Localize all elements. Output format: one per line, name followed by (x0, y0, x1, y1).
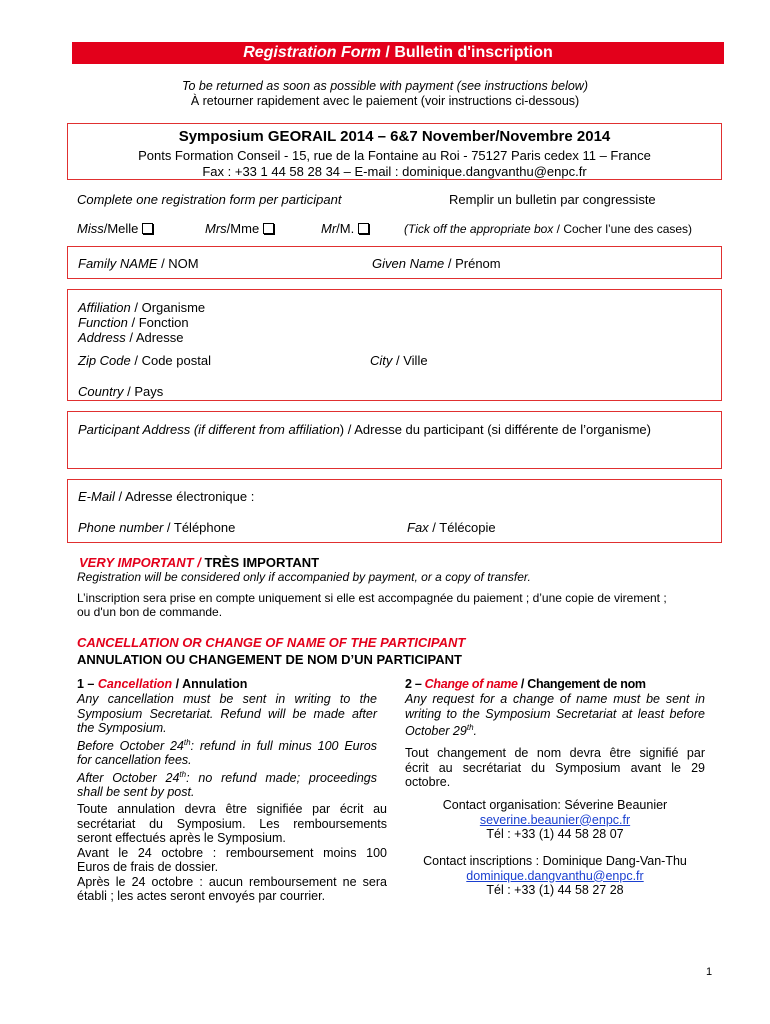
given-label-en: Given Name (372, 256, 445, 271)
address-label-en: Address (78, 330, 126, 345)
fax-label-fr: / Télécopie (428, 520, 496, 535)
important-text-fr-2: ou d'un bon de commande. (77, 605, 223, 619)
title-sep: / (380, 44, 395, 61)
important-text-fr-1: L’inscription sera prise en compte uniquement si elle est accompagnée du paiement ; d’une copie de virement ; (77, 591, 667, 605)
cancellation-en-text (77, 692, 377, 800)
cancel-before-rule: : refund in full minus 100 Euros (190, 738, 377, 753)
org-contact-label: Contact organisation: Séverine Beaunier (442, 798, 668, 812)
cancel-fr-line: Toute annulation devra être signifiée par écrit au (77, 802, 387, 816)
change-period: . (473, 724, 477, 739)
city-field[interactable] (370, 353, 428, 368)
zip-field[interactable] (78, 353, 211, 368)
intro-fr: Remplir un bulletin par congressiste (449, 192, 656, 207)
given-label-fr: / Prénom (444, 256, 501, 271)
note-en: (Tick off the appropriate box (404, 222, 554, 236)
cancel-after-date: After October 24 (77, 770, 180, 785)
contact-organisation (390, 798, 720, 842)
change-name-en-text (405, 692, 705, 739)
country-label-en: Country (78, 384, 124, 399)
ordinal-suffix: th (466, 723, 474, 732)
change-en-line (405, 721, 705, 739)
title-en: Registration Form (243, 44, 381, 61)
contact-inscriptions (390, 854, 720, 898)
title-mr[interactable] (321, 221, 369, 236)
symposium-contact: Fax : +33 1 44 58 28 34 – E-mail : dominique.dangvanthu@enpc.fr (202, 164, 587, 179)
miss-fr: /Melle (103, 221, 139, 236)
change-deadline: October 29 (405, 724, 467, 739)
participant-label-fr: ) / Adresse du participant (si différente de l’organisme) (339, 422, 651, 437)
cancellation-subtitle-en: Cancellation (97, 677, 173, 691)
phone-label-en: Phone number (78, 520, 164, 535)
email-label-fr: / Adresse électronique : (114, 489, 255, 504)
cancel-fr-line: seront effectués après le Symposium. (77, 831, 286, 845)
cancel-after-rule: : no refund made; proceedings (186, 770, 377, 785)
participant-label-en: Participant Address (if different from affiliation (78, 422, 340, 437)
fax-label-en: Fax (407, 520, 429, 535)
affiliation-box (67, 289, 722, 401)
change-name-fr-text (405, 746, 705, 790)
email-field[interactable] (78, 489, 254, 504)
cancel-fr-line: secrétariat du Symposium. Les remboursements (77, 816, 387, 831)
cancel-before-date: Before October 24 (77, 738, 184, 753)
mrs-en: Mrs (205, 221, 227, 236)
org-phone: Tél : +33 (1) 44 58 28 07 (486, 827, 624, 841)
intro-en: Complete one registration form per participant (77, 192, 342, 207)
change-subtitle-en: Change of name (424, 677, 518, 691)
cancellation-heading-en: CANCELLATION OR CHANGE OF NAME OF THE PARTICIPANT (77, 635, 466, 650)
cancel-en-line (77, 768, 377, 786)
cancel-fr-line: Après le 24 octobre : aucun remboursement ne sera (77, 874, 387, 889)
title-miss[interactable] (77, 221, 153, 236)
family-label-en: Family NAME (78, 256, 158, 271)
change-num: 2 – (405, 677, 425, 691)
name-box (67, 246, 722, 279)
fax-field[interactable] (407, 520, 496, 535)
return-instruction-fr: À retourner rapidement avec le paiement (voir instructions ci-dessous) (190, 94, 580, 108)
cancellation-fr-text (77, 802, 387, 904)
title-fr: Bulletin d'inscription (394, 44, 553, 61)
country-label-fr: / Pays (123, 384, 164, 399)
function-label-fr: / Fonction (127, 315, 189, 330)
change-en-line: writing to the Symposium Secretariat at least before (405, 706, 705, 721)
function-field[interactable] (78, 315, 189, 330)
cancel-fr-line: établi ; les actes seront envoyés par courrier. (77, 889, 326, 903)
given-name-field[interactable] (372, 256, 501, 271)
cancellation-num: 1 – (77, 677, 98, 691)
cancel-en-line: Symposium Secretariat. Refund will be made after (77, 706, 377, 721)
affiliation-label-en: Affiliation (78, 300, 131, 315)
change-en-line: Any request for a change of name must be sent in (405, 692, 705, 706)
phone-label-fr: / Téléphone (163, 520, 236, 535)
city-label-fr: / Ville (392, 353, 428, 368)
important-heading-en: VERY IMPORTANT / (79, 555, 205, 570)
change-subtitle-fr: / Changement de nom (517, 677, 646, 691)
miss-checkbox[interactable] (142, 223, 153, 234)
insc-phone: Tél : +33 (1) 44 58 27 28 (486, 883, 624, 897)
symposium-address: Ponts Formation Conseil - 15, rue de la Fontaine au Roi - 75127 Paris cedex 11 – France (138, 148, 651, 163)
affiliation-field[interactable] (78, 300, 205, 315)
symposium-title: Symposium GEORAIL 2014 – 6&7 November/Novembre 2014 (178, 128, 611, 145)
family-label-fr: / NOM (157, 256, 199, 271)
zip-label-en: Zip Code (78, 353, 131, 368)
page-number: 1 (706, 966, 713, 978)
note-fr: / Cocher l’une des cases) (553, 222, 693, 236)
org-email-link[interactable]: severine.beaunier@enpc.fr (479, 812, 631, 827)
function-label-en: Function (78, 315, 128, 330)
change-name-subtitle (405, 677, 646, 691)
symposium-box (67, 123, 722, 180)
mrs-fr: /Mme (226, 221, 260, 236)
cancel-en-line (77, 736, 377, 754)
phone-field[interactable] (78, 520, 235, 535)
cancellation-heading-fr: ANNULATION OU CHANGEMENT DE NOM D’UN PARTICIPANT (77, 652, 462, 667)
important-heading-fr: TRÈS IMPORTANT (204, 555, 320, 570)
insc-contact-label: Contact inscriptions : Dominique Dang-Van-Thu (423, 854, 687, 868)
city-label-en: City (370, 353, 393, 368)
family-name-field[interactable] (78, 256, 199, 271)
ordinal-suffix: th (183, 737, 191, 747)
cancel-en-line: the Symposium. (77, 721, 167, 735)
mr-fr: /M. (336, 221, 355, 236)
cancel-en-line: Any cancellation must be sent in writing to the (77, 692, 377, 706)
change-fr-line: écrit au secrétariat du Symposium avant le 29 (405, 760, 705, 775)
mr-en: Mr (321, 221, 337, 236)
change-fr-line: octobre. (405, 775, 451, 789)
zip-label-fr: / Code postal (130, 353, 211, 368)
address-field[interactable] (78, 330, 184, 345)
cancel-en-line: for cancellation fees. (77, 753, 192, 768)
mr-checkbox[interactable] (358, 223, 369, 234)
address-label-fr: / Adresse (125, 330, 184, 345)
cancel-fr-line: Avant le 24 octobre : remboursement moins 100 (77, 845, 387, 860)
contact-box (67, 479, 722, 543)
mrs-checkbox[interactable] (263, 223, 274, 234)
cancel-fr-line: Euros de frais de dossier. (77, 860, 219, 874)
important-heading (79, 555, 319, 570)
email-label-en: E-Mail (78, 489, 115, 504)
important-text-en: Registration will be considered only if accompanied by payment, or a copy of transfer. (77, 570, 531, 584)
affiliation-label-fr: / Organisme (130, 300, 206, 315)
cancel-en-line: shall be sent by post. (77, 785, 195, 800)
title-mrs[interactable] (205, 221, 274, 236)
return-instruction-en: To be returned as soon as possible with payment (see instructions below) (181, 79, 588, 93)
insc-email-link[interactable]: dominique.dangvanthu@enpc.fr (466, 868, 644, 883)
form-title-banner (72, 42, 724, 64)
country-field[interactable] (78, 384, 163, 399)
ordinal-suffix: th (179, 769, 187, 779)
cancellation-subtitle-fr: / Annulation (172, 677, 248, 691)
participant-address-field[interactable] (78, 422, 651, 437)
participant-address-box (67, 411, 722, 469)
miss-en: Miss (77, 221, 104, 236)
change-fr-line: Tout changement de nom devra être signifié par (405, 746, 705, 760)
cancellation-subtitle (77, 677, 247, 691)
title-note (404, 222, 692, 236)
